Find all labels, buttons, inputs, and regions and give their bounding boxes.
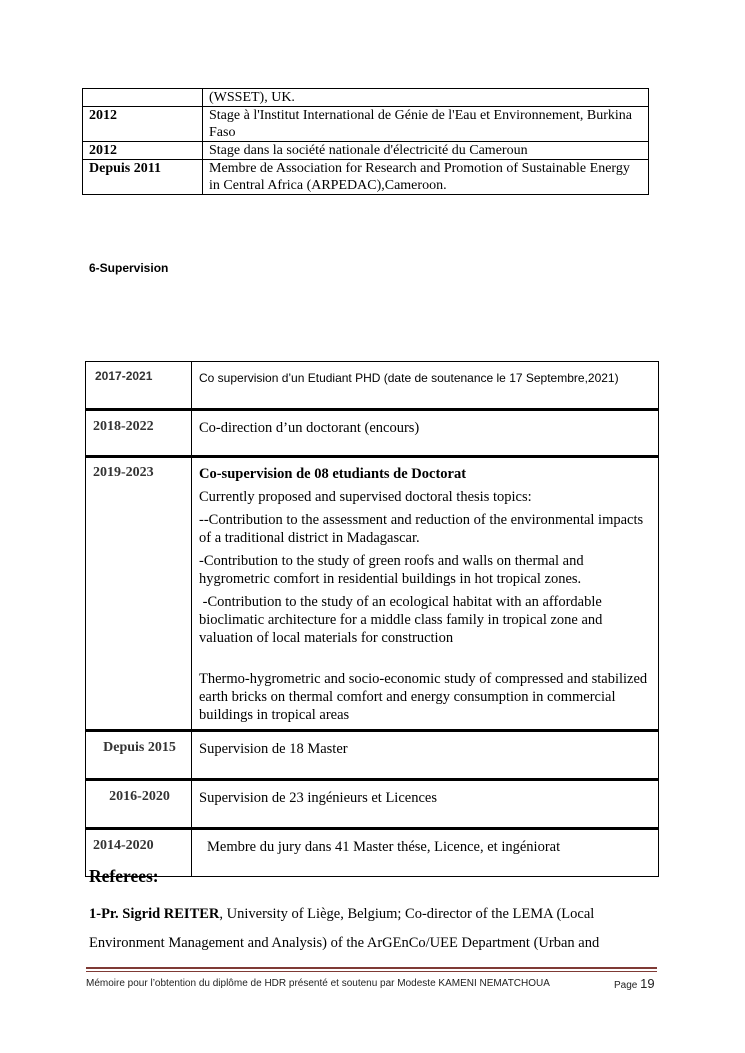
- footer-rule: [86, 967, 657, 969]
- table-row: [83, 89, 649, 107]
- thesis-topic: -Contribution to the study of green roofs and walls on thermal and hygrometric comfort in residential buildings in hot tropical zones.: [199, 553, 584, 587]
- table-row: [86, 457, 659, 731]
- description-cell: Supervision de 18 Master: [192, 731, 659, 780]
- referee-details: , University of Liège, Belgium; Co-director of the LEMA (Local Environment Management and Analysis) of the ArGEnCo/UEE Department (Urban and: [89, 906, 600, 951]
- table-row: [83, 160, 649, 195]
- referee-entry: [89, 900, 649, 958]
- year-cell: [83, 89, 203, 107]
- experience-table: [82, 88, 649, 195]
- table-row: [83, 142, 649, 160]
- year-cell: 2019-2023: [86, 457, 192, 731]
- year-cell: Depuis 2011: [83, 160, 203, 195]
- thesis-topic: -Contribution to the study of an ecological habitat with an affordable bioclimatic architecture for a middle class family in tropical zone and valuation of local materials for construction: [199, 594, 607, 646]
- description-cell: Co supervision d’un Etudiant PHD (date de soutenance le 17 Septembre,2021): [192, 362, 659, 410]
- page-number-value: 19: [640, 976, 655, 991]
- description-cell: Membre de Association for Research and Promotion of Sustainable Energy in Central Africa (ARPEDAC),Cameroon.: [203, 160, 649, 195]
- description-cell: Supervision de 23 ingénieurs et Licences: [192, 780, 659, 829]
- table-row: [86, 780, 659, 829]
- doctorate-heading: Co-supervision de 08 etudiants de Doctorat: [199, 466, 467, 482]
- referees-heading: Referees:: [89, 866, 159, 886]
- thesis-topic: --Contribution to the assessment and reduction of the environmental impacts of a traditional district in Madagascar.: [199, 512, 644, 546]
- description-cell: Stage dans la société nationale d'électricité du Cameroun: [203, 142, 649, 160]
- description-cell: Stage à l'Institut International de Génie de l'Eau et Environnement, Burkina Faso: [203, 107, 649, 142]
- year-cell: 2012: [83, 107, 203, 142]
- description-cell: Membre du jury dans 41 Master thése, Licence, et ingéniorat: [192, 829, 659, 877]
- description-cell: [192, 457, 659, 731]
- table-row: [86, 410, 659, 457]
- supervision-table: [85, 361, 659, 877]
- year-cell: 2016-2020: [86, 780, 192, 829]
- table-row: [86, 829, 659, 877]
- table-row: [86, 362, 659, 410]
- page-label: Page: [614, 980, 638, 991]
- footer-rule-thin: [86, 971, 657, 972]
- page-number: [614, 976, 655, 991]
- year-cell: 2018-2022: [86, 410, 192, 457]
- footer-text: Mémoire pour l’obtention du diplôme de HDR présenté et soutenu par Modeste KAMENI NEMATCHOUA: [86, 978, 550, 989]
- year-cell: Depuis 2015: [86, 731, 192, 780]
- year-cell: 2017-2021: [86, 362, 192, 410]
- table-row: [83, 107, 649, 142]
- description-cell: (WSSET), UK.: [203, 89, 649, 107]
- referee-name: 1-Pr. Sigrid REITER: [89, 906, 220, 922]
- year-cell: 2014-2020: [86, 829, 192, 877]
- year-cell: 2012: [83, 142, 203, 160]
- topics-intro: Currently proposed and supervised doctoral thesis topics:: [199, 489, 532, 505]
- description-cell: Co-direction d’un doctorant (encours): [192, 410, 659, 457]
- thesis-topic: Thermo-hygrometric and socio-economic study of compressed and stabilized earth bricks on thermal comfort and energy consumption in commercial buildings in tropical areas: [199, 671, 648, 723]
- section-title: 6-Supervision: [89, 261, 169, 275]
- table-row: [86, 731, 659, 780]
